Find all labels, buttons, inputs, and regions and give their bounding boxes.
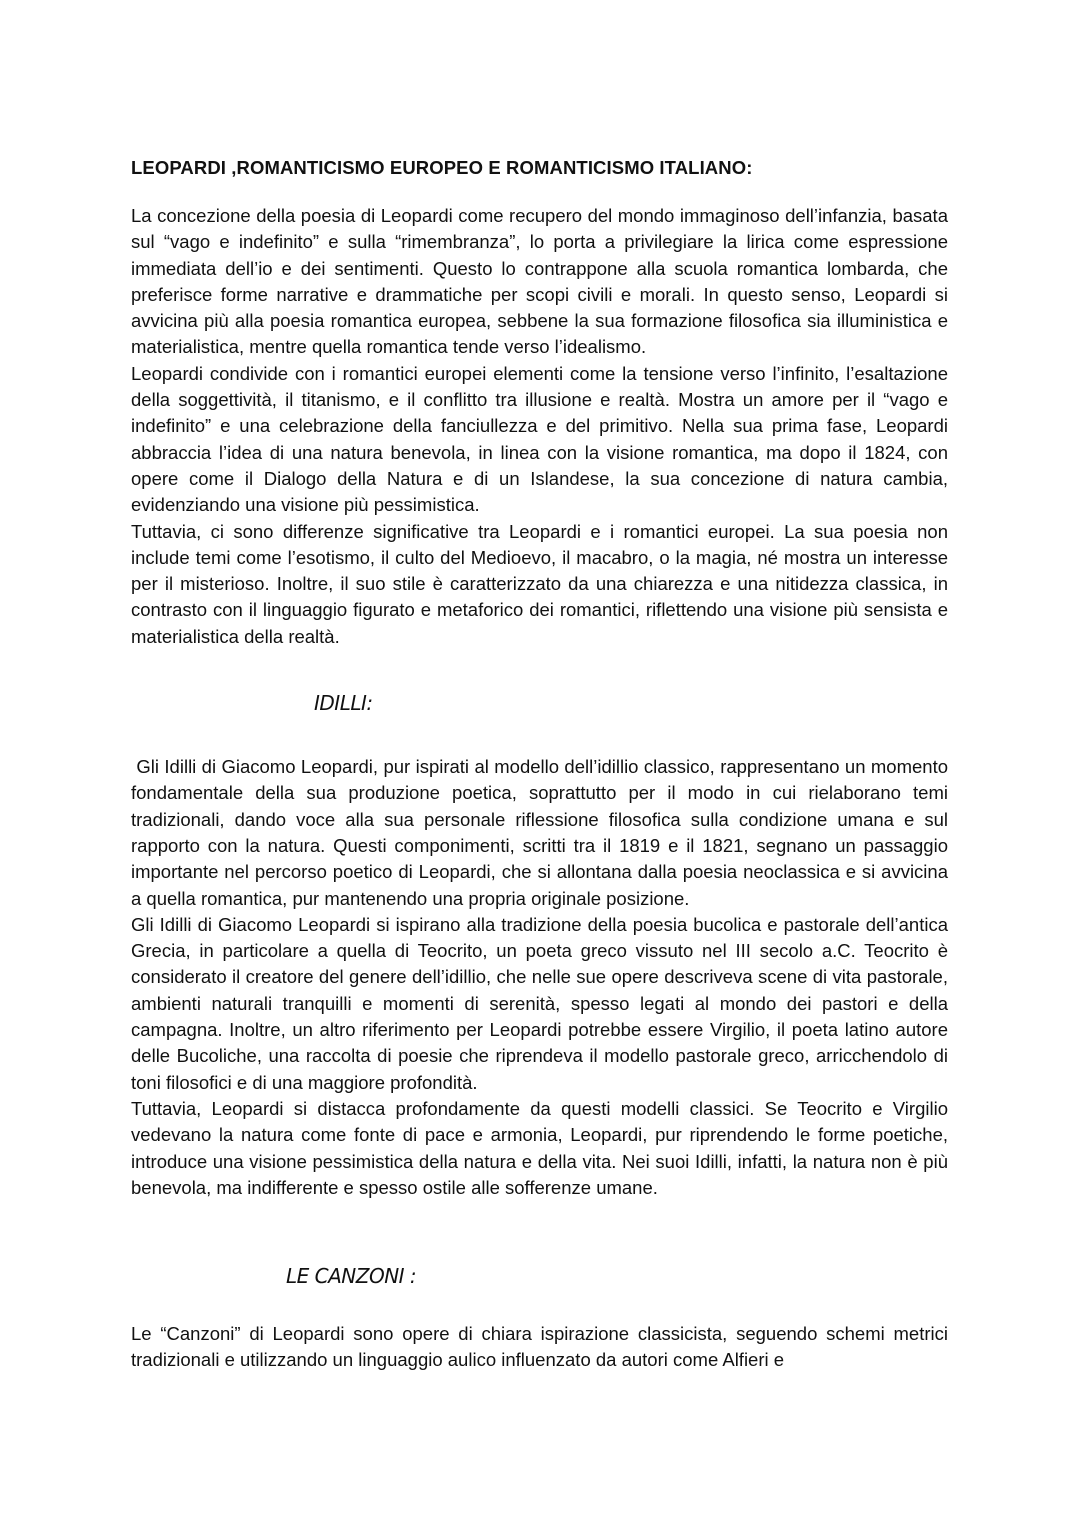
section-heading-idilli: IDILLI:	[314, 691, 373, 716]
paragraph: Leopardi condivide con i romantici europei elementi come la tensione verso l’infinito, l’esaltazione della soggettività, il titanismo, e il conflitto tra illusione e realtà. Mostra un amore per il “vago e indefinito” e una celebrazione della fanciullezza e del primitivo. Nella sua prima fase, Leopardi abbraccia l’idea di una natura benevola, in linea con la visione romantica, ma dopo il 1824, con opere come il Dialogo della Natura e di un Islandese, la sua concezione di natura cambia, evidenziando una visione più pessimistica.	[131, 362, 948, 516]
paragraph: La concezione della poesia di Leopardi come recupero del mondo immaginoso dell’infanzia, basata sul “vago e indefinito” e sulla “rimembranza”, lo porta a privilegiare la lirica come espressione immediata dell’io e dei sentimenti. Questo lo contrappone alla scuola romantica lombarda, che preferisce forme narrative e drammatiche per scopi civili e morali. In questo senso, Leopardi si avvicina più alla poesia romantica europea, sebbene la sua formazione filosofica sia illuministica e materialistica, mentre quella romantica tende verso l’idealismo.	[131, 205, 948, 358]
document-title: LEOPARDI ,ROMANTICISMO EUROPEO E ROMANTICISMO ITALIANO:	[131, 157, 753, 178]
section-heading-canzoni: LE CANZONI :	[286, 1264, 417, 1289]
paragraph: Gli Idilli di Giacomo Leopardi, pur ispirati al modello dell’idillio classico, rappresentano un momento fondamentale della sua produzione poetica, soprattutto per il modo in cui rielaborano temi tradizionali, dando voce alla sua personale riflessione filosofica sulla condizione umana e sul rapporto con la natura. Questi componimenti, scritti tra il 1819 e il 1821, segnano un passaggio importante nel percorso poetico di Leopardi, che si allontana dalla poesia neoclassica e si avvicina a quella romantica, pur mantenendo una propria originale posizione.	[131, 756, 954, 909]
document-page	[131, 154, 954, 1374]
paragraph: Tuttavia, ci sono differenze significative tra Leopardi e i romantici europei. La sua poesia non include temi come l’esotismo, il culto del Medioevo, il macabro, o la magia, né mostra un interesse per il misterioso. Inoltre, il suo stile è caratterizzato da una chiarezza e una nitidezza classica, in contrasto con il linguaggio figurato e metaforico dei romantici, riflettendo una visione più sensista e materialistica della realtà.	[131, 520, 948, 647]
paragraph: Gli Idilli di Giacomo Leopardi si ispirano alla tradizione della poesia bucolica e pastorale dell’antica Grecia, in particolare a quella di Teocrito, un poeta greco vissuto nel III secolo a.C. Teocrito è considerato il creatore del genere dell’idillio, che nelle sue opere descriveva scene di vita pastorale, ambienti naturali tranquilli e momenti di serenità, spesso legati al mondo dei pastori e della campagna. Inoltre, un altro riferimento per Leopardi potrebbe essere Virgilio, il poeta latino autore delle Bucoliche, una raccolta di poesie che riprendeva il modello pastorale greco, arricchendolo di toni filosofici e di una maggiore profondità.	[131, 913, 948, 1093]
paragraph: Tuttavia, Leopardi si distacca profondamente da questi modelli classici. Se Teocrito e Virgilio vedevano la natura come fonte di pace e armonia, Leopardi, pur riprendendo le forme poetiche, introduce una visione pessimistica della natura e della vita. Nei suoi Idilli, infatti, la natura non è più benevola, ma indifferente e spesso ostile alle sofferenze umane.	[131, 1097, 948, 1198]
paragraph: Le “Canzoni” di Leopardi sono opere di chiara ispirazione classicista, seguendo schemi metrici tradizionali e utilizzando un linguaggio aulico influenzato da autori come Alfieri e	[131, 1323, 948, 1371]
